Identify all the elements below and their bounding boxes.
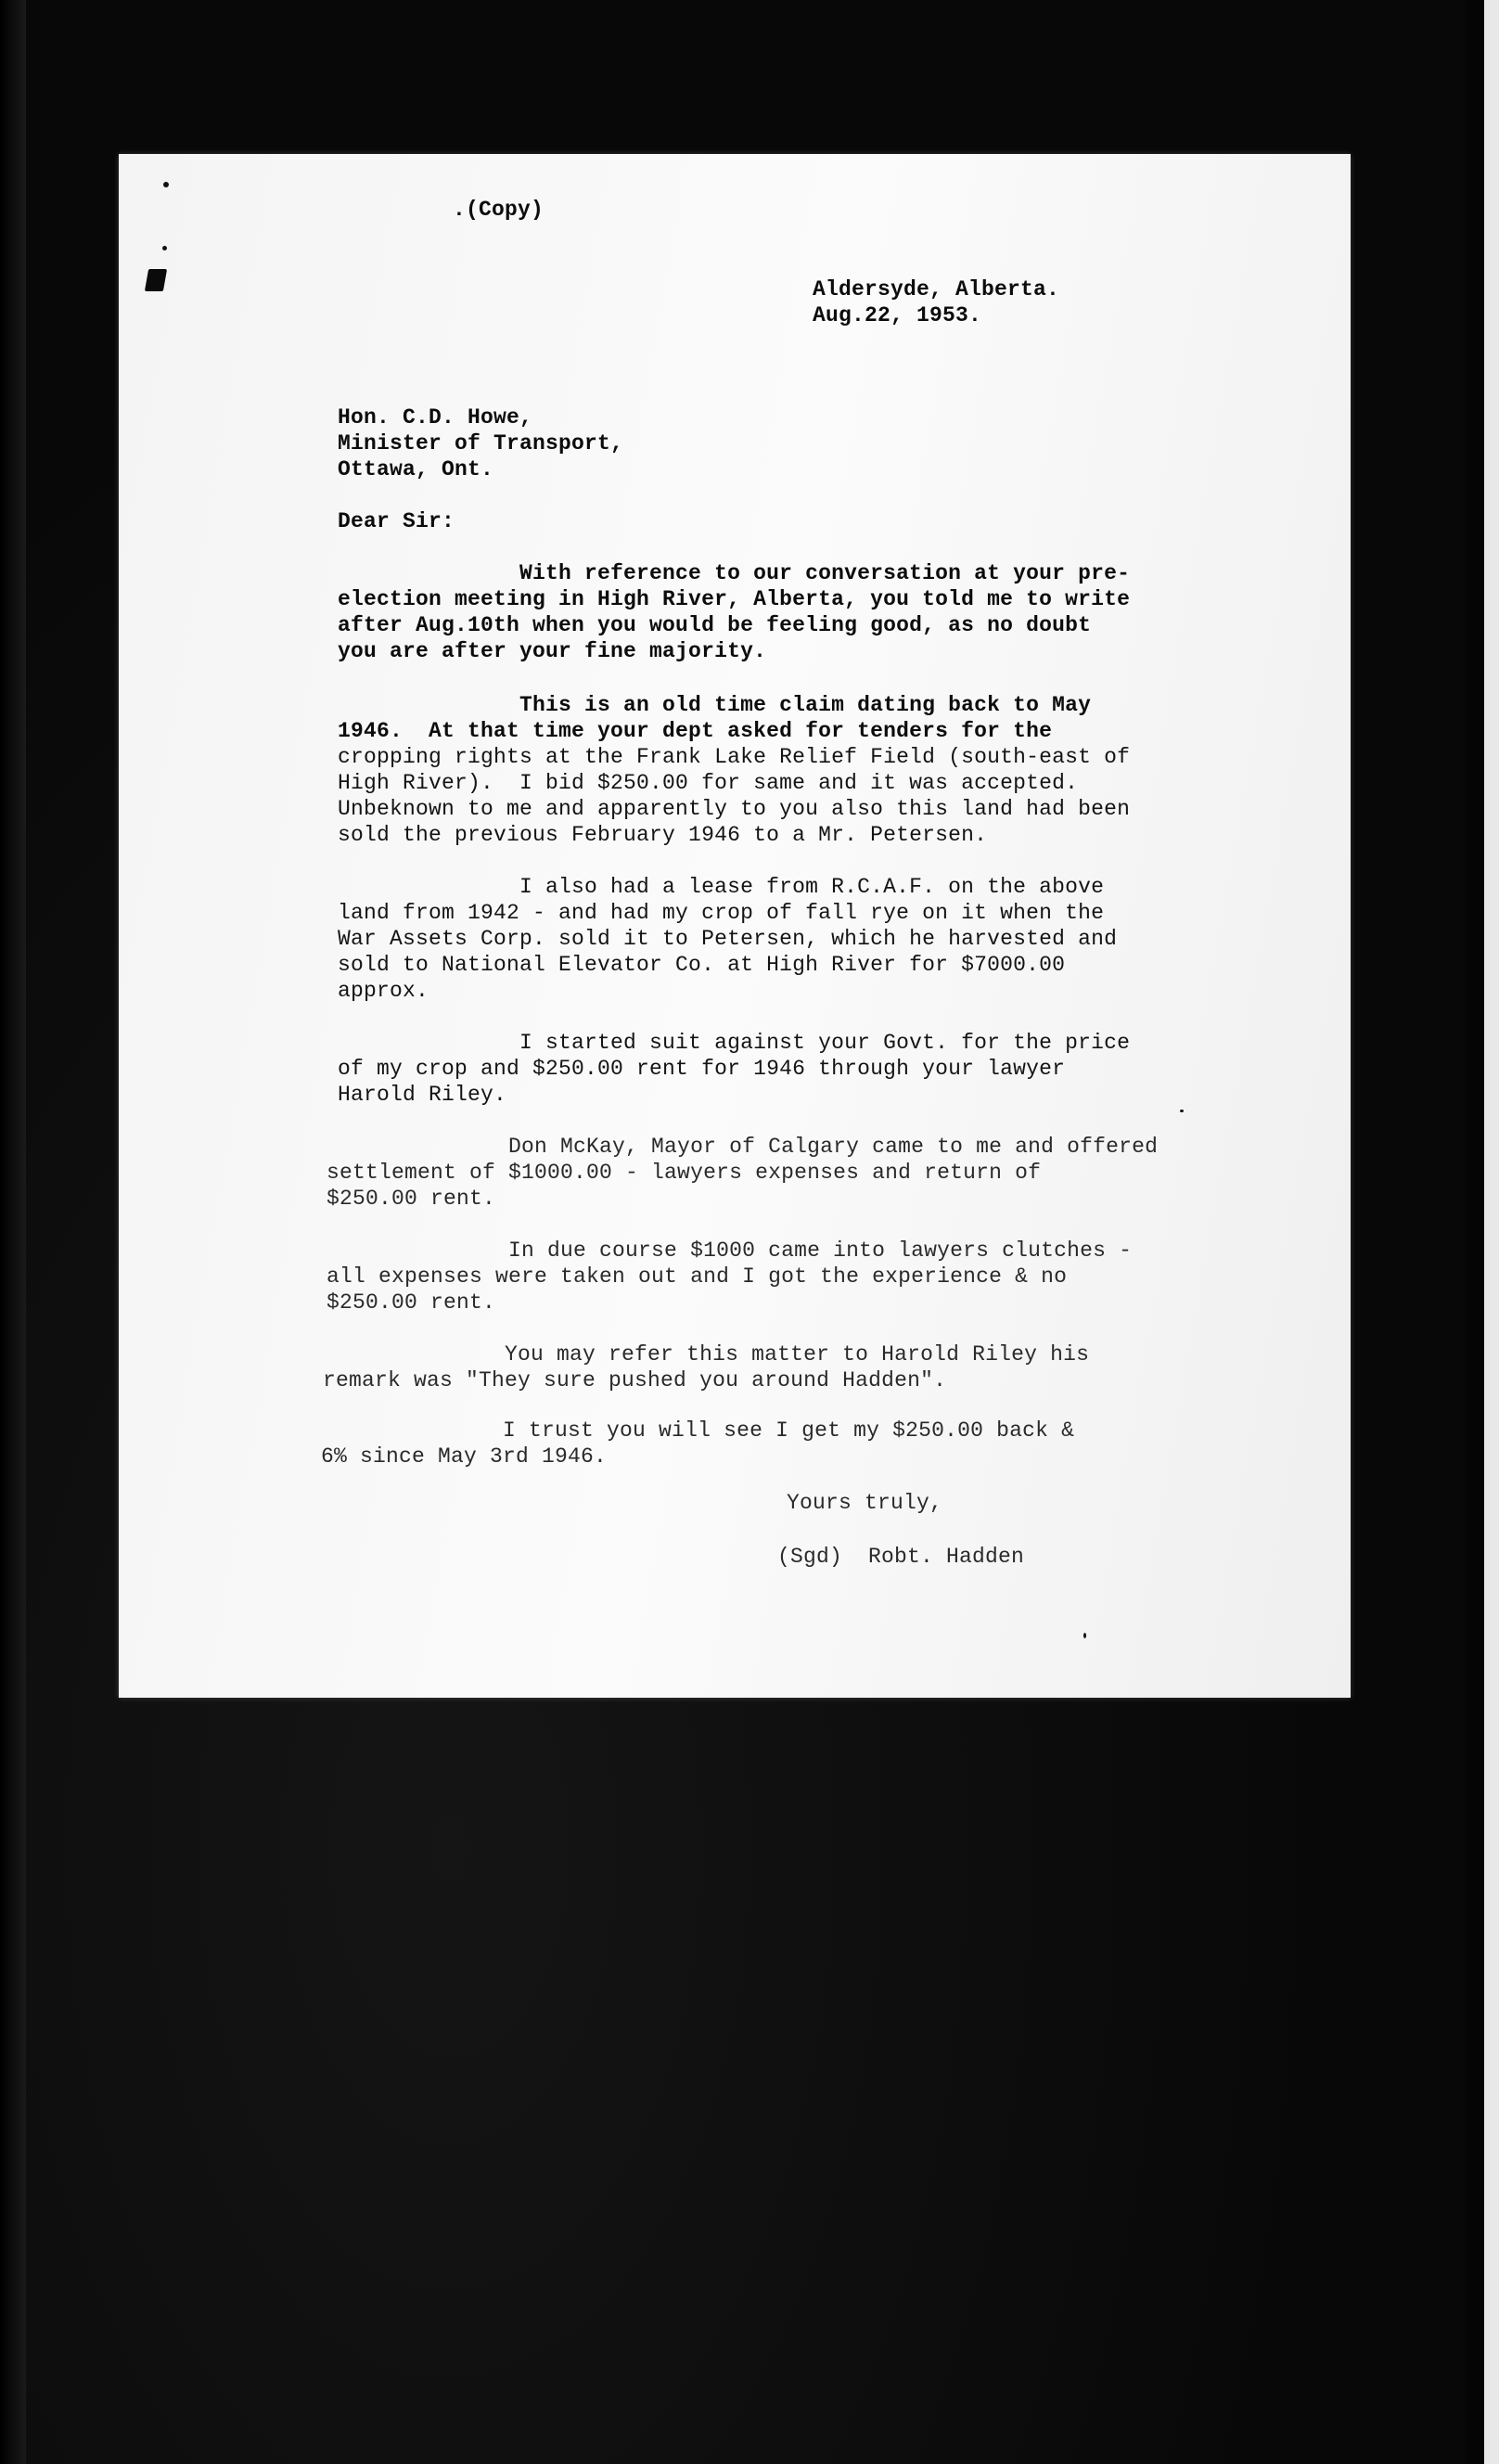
body-line: You may refer this matter to Harold Riley his: [323, 1342, 1090, 1367]
body-line: all expenses were taken out and I got the experience & no: [327, 1264, 1068, 1289]
signature: (Sgd) Robt. Hadden: [777, 1545, 1025, 1569]
ink-speck: [1180, 1110, 1184, 1112]
salutation: Dear Sir:: [338, 509, 455, 533]
body-line: 1946. At that time your dept asked for tenders for the: [338, 719, 1053, 743]
punch-mark: [162, 246, 167, 250]
body-line: Unbeknown to me and apparently to you also this land had been: [338, 797, 1131, 821]
body-line: With reference to our conversation at your pre-: [338, 561, 1131, 585]
body-line: cropping rights at the Frank Lake Relief Field (south-east of: [338, 745, 1131, 769]
closing: Yours truly,: [787, 1491, 943, 1515]
body-line: settlement of $1000.00 - lawyers expenses and return of: [327, 1161, 1042, 1185]
ink-speck: [1083, 1633, 1086, 1638]
copy-mark: .(Copy): [453, 198, 545, 222]
body-line: $250.00 rent.: [327, 1290, 496, 1315]
body-line: election meeting in High River, Alberta, you told me to write: [338, 587, 1131, 611]
body-line: Harold Riley.: [338, 1083, 507, 1107]
body-line: Don McKay, Mayor of Calgary came to me and offered: [327, 1135, 1159, 1159]
body-line: War Assets Corp. sold it to Petersen, which he harvested and: [338, 927, 1118, 951]
body-line: In due course $1000 came into lawyers clutches -: [327, 1238, 1133, 1263]
body-line: sold the previous February 1946 to a Mr. Petersen.: [338, 823, 988, 847]
body-line: land from 1942 - and had my crop of fall rye on it when the: [338, 901, 1105, 925]
recipient-line: Ottawa, Ont.: [338, 457, 494, 481]
body-line: 6% since May 3rd 1946.: [321, 1444, 608, 1469]
body-line: I also had a lease from R.C.A.F. on the above: [338, 875, 1105, 899]
body-line: of my crop and $250.00 rent for 1946 through your lawyer: [338, 1057, 1066, 1081]
recipient-line: Minister of Transport,: [338, 431, 624, 456]
body-line: $250.00 rent.: [327, 1187, 496, 1211]
letter-date: Aug.22, 1953.: [813, 303, 982, 327]
body-line: High River). I bid $250.00 for same and it was accepted.: [338, 771, 1079, 795]
body-line: after Aug.10th when you would be feeling good, as no doubt: [338, 613, 1092, 637]
clip-mark: [145, 269, 167, 291]
body-line: I started suit against your Govt. for the price: [338, 1031, 1131, 1055]
body-line: This is an old time claim dating back to May: [338, 693, 1092, 717]
body-line: you are after your fine majority.: [338, 639, 767, 663]
body-line: I trust you will see I get my $250.00 back &: [321, 1418, 1075, 1443]
film-edge-right: [1484, 0, 1499, 2464]
punch-mark: [163, 182, 169, 187]
film-edge-shadow: [1466, 0, 1484, 2464]
body-line: approx.: [338, 979, 429, 1003]
recipient-line: Hon. C.D. Howe,: [338, 405, 533, 430]
letter-place: Aldersyde, Alberta.: [813, 277, 1060, 302]
body-line: sold to National Elevator Co. at High River for $7000.00: [338, 953, 1066, 977]
film-edge-left: [0, 0, 26, 2464]
body-line: remark was "They sure pushed you around Hadden".: [323, 1368, 947, 1392]
